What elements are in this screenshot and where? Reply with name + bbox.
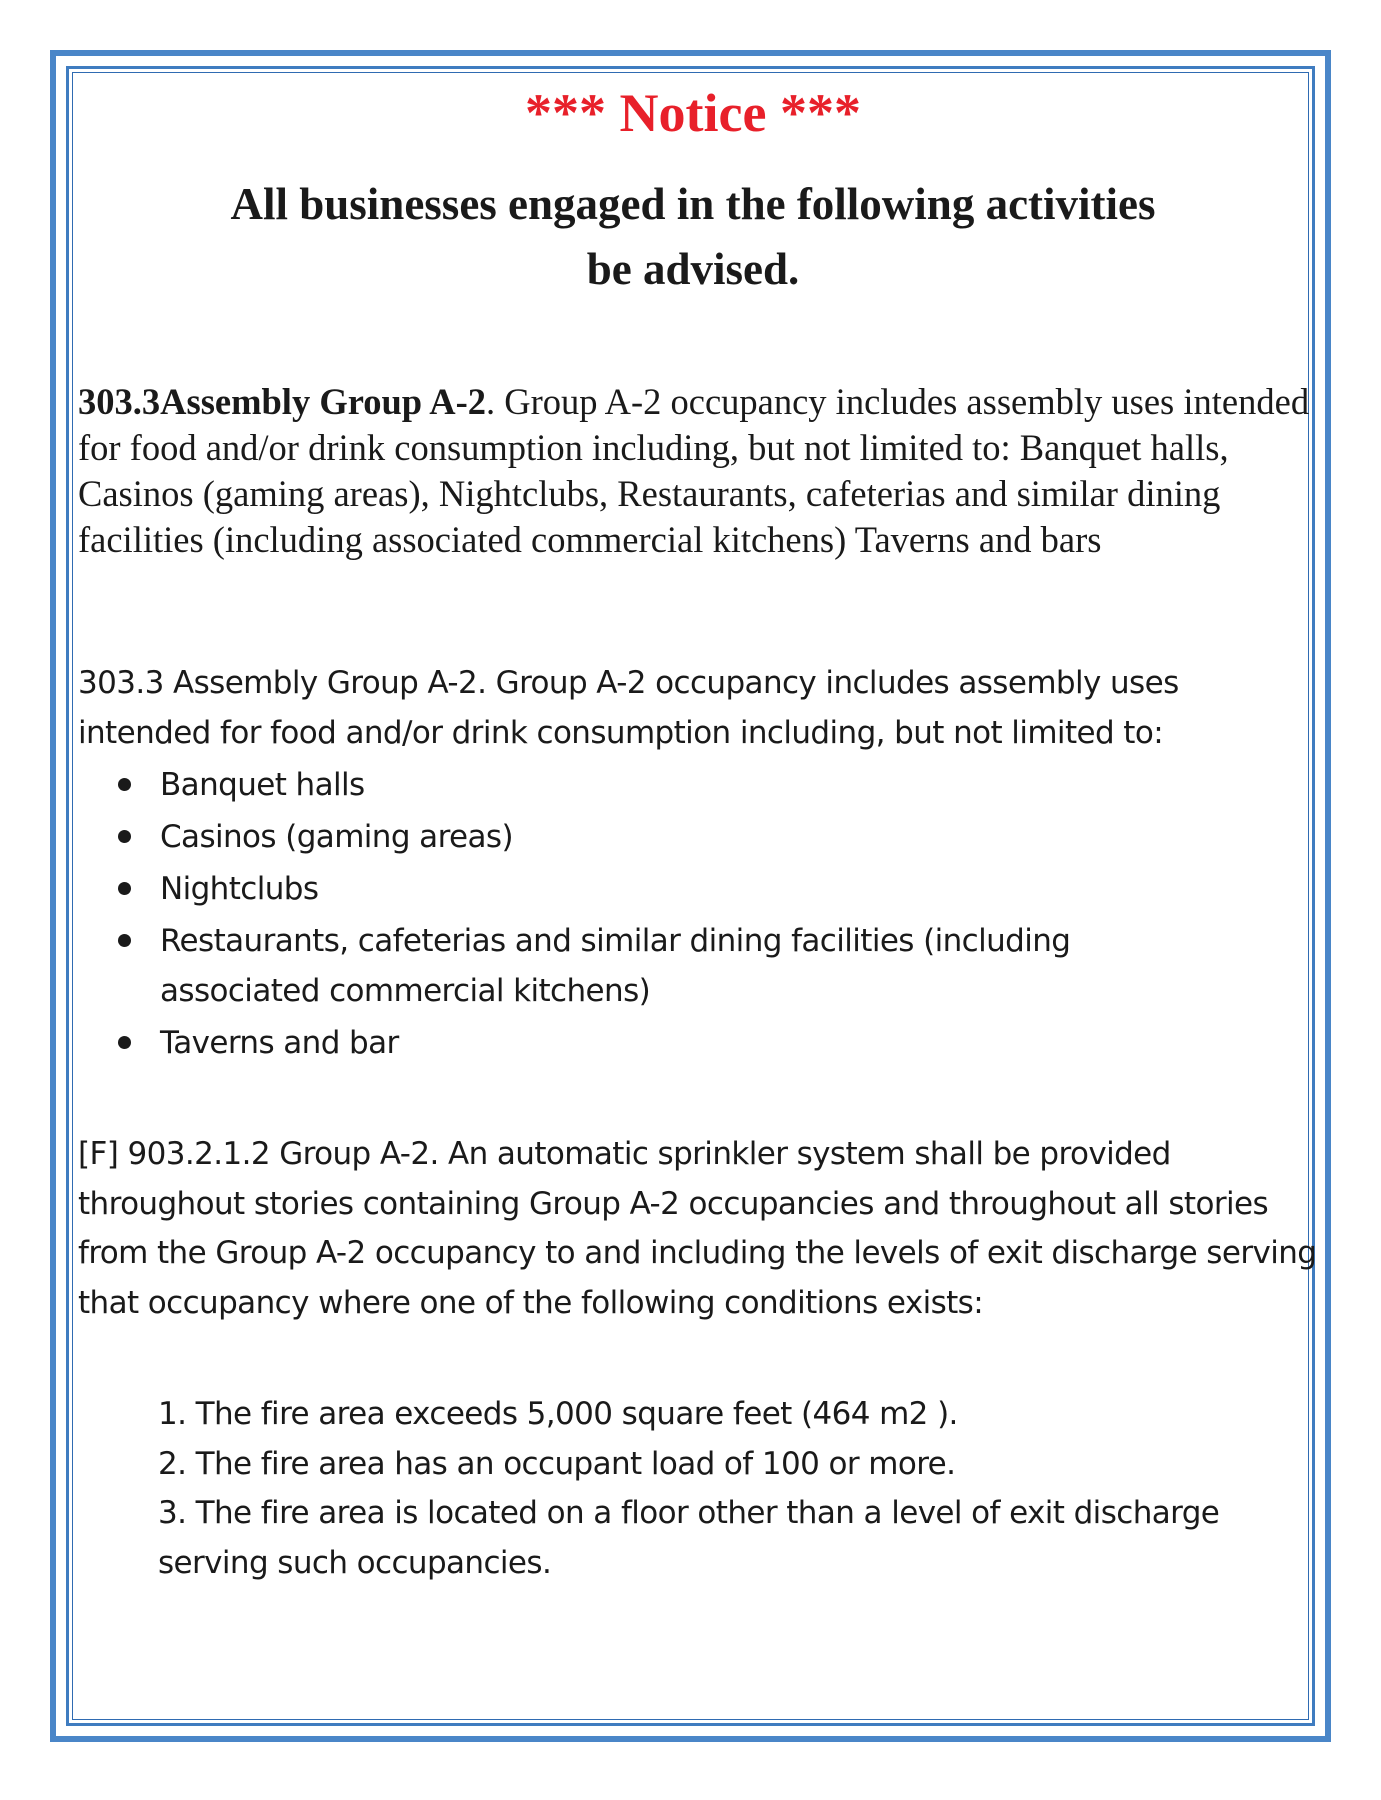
assembly-group-serif-paragraph [78,379,1313,563]
list-item: 1. The fire area exceeds 5,000 square feet (464 m2 ). [158,1396,958,1432]
assembly-group-heading: 303.3Assembly Group A-2 [78,381,486,422]
headline-line-2: be advised. [586,244,800,294]
bullet-icon [118,1036,131,1049]
list-item [118,864,1238,914]
list-item [118,760,1238,810]
bullet-icon [118,778,131,791]
bullet-icon [118,830,131,843]
list-item [118,812,1238,862]
bullet-text: Casinos (gaming areas) [160,819,513,855]
bullet-text: Nightclubs [160,871,319,907]
list-item [118,1018,1238,1068]
bullet-text: Restaurants, cafeterias and similar dining facilities (including associated commercial kitchens) [160,923,1071,1009]
headline-line-1: All businesses engaged in the following activities [230,179,1156,229]
bullet-icon [118,934,131,947]
assembly-group-serif-text: . Group A-2 occupancy includes assembly uses intended for food and/or drink consumption including, but not limited to: Banquet halls, Casinos (gaming areas), Nightclubs, Restaurants, cafeterias and similar dining facilities (including associated commercial kitchens) Taverns and bars [78,381,1310,560]
list-item [118,916,1238,1016]
bullet-icon [118,882,131,895]
bullet-text: Taverns and bar [160,1025,399,1061]
occupancy-bullet-list [118,760,1238,1070]
bullet-text: Banquet halls [160,767,365,803]
list-item: 2. The fire area has an occupant load of 100 or more. [158,1445,956,1482]
sprinkler-conditions-list [158,1390,1238,1588]
notice-headline [138,172,1248,302]
notice-title: *** Notice *** [525,83,861,143]
list-item: 3. The fire area is located on a floor other than a level of exit discharge serving such occupancies. [158,1495,1220,1581]
assembly-group-intro: 303.3 Assembly Group A-2. Group A-2 occupancy includes assembly uses intended for food and/or drink consumption including, but not limited to: [78,665,1179,751]
sprinkler-requirement-paragraph: [F] 903.2.1.2 Group A-2. An automatic sprinkler system shall be provided throughout stories containing Group A-2 occupancies and throughout all stories from the Group A-2 occupancy to and including the levels of exit discharge serving that occupancy where one of the following conditions exists: [78,1136,1317,1321]
